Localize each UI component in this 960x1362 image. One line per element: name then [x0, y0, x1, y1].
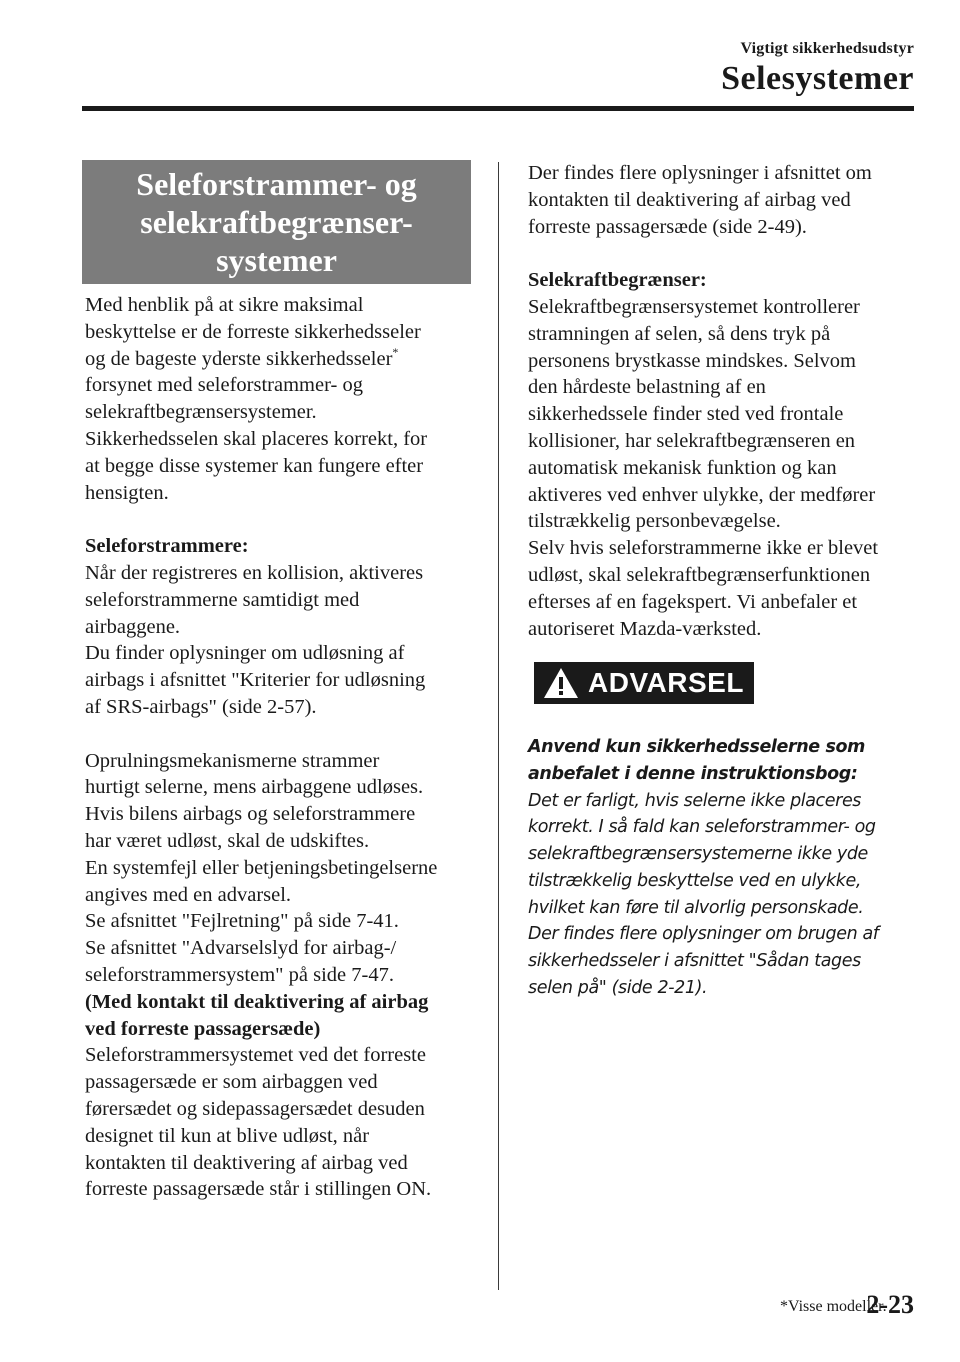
- text-line: kollisioner, har selekraftbegrænseren en: [528, 429, 856, 452]
- text-line: Hvis bilens airbags og seleforstrammere: [85, 803, 416, 826]
- footnote-marker: *: [392, 344, 399, 359]
- subheading-deactivation: ved forreste passagersæde): [85, 1017, 321, 1040]
- text-line: kontakten til deaktivering af airbag ved: [528, 188, 851, 211]
- text-line: forsynet med seleforstrammer- og: [85, 374, 363, 397]
- text-line: autoriseret Mazda-værksted.: [528, 617, 762, 640]
- text-line: seleforstrammerne samtidigt med: [85, 588, 360, 611]
- text-line: Selekraftbegrænsersystemet kontrollerer: [528, 295, 860, 318]
- text-line: hensigten.: [85, 481, 169, 504]
- text-line: hurtigt selerne, mens airbaggene udløses.: [85, 776, 424, 799]
- text-line: Se afsnittet "Fejlretning" på side 7-41.: [85, 910, 399, 933]
- text-line: udløst, skal selekraftbegrænserfunktionen: [528, 563, 871, 586]
- text-line: har været udløst, skal de udskiftes.: [85, 829, 370, 852]
- text-line: beskyttelse er de forreste sikkerhedsseler: [85, 320, 421, 343]
- warning-heading: anbefalet i denne instruktionsbog:: [528, 764, 858, 785]
- text-line: seleforstrammersystem" på side 7-47.: [85, 963, 394, 986]
- section-title-line: selekraftbegrænser-: [140, 204, 413, 240]
- text-line: airbags i afsnittet "Kriterier for udløsning: [85, 669, 426, 692]
- more-info-paragraph: [528, 160, 924, 240]
- text-line: Du finder oplysninger om udløsning af: [85, 642, 405, 665]
- chapter-title: Selesystemer: [721, 60, 914, 97]
- subheading-pretensioners: Seleforstrammere:: [85, 535, 249, 558]
- text-line: angives med en advarsel.: [85, 883, 292, 906]
- text-line: selen på" (side 2-21).: [528, 977, 708, 998]
- section-title-line: systemer: [216, 242, 337, 278]
- limiter-paragraph: [528, 294, 924, 642]
- warning-label: ADVARSEL: [588, 666, 744, 698]
- text-line: personens brystkasse mindskes. Selvom: [528, 349, 856, 372]
- text-line: Med henblik på at sikre maksimal: [85, 294, 364, 316]
- deactivation-paragraph: [85, 1042, 480, 1203]
- warning-heading: Anvend kun sikkerhedsselerne som: [528, 737, 865, 758]
- warning-triangle-icon: [542, 666, 580, 700]
- text-line: Seleforstrammersystemet ved det forreste: [85, 1044, 426, 1067]
- intro-paragraph: [85, 292, 480, 506]
- text-line: automatisk mekanisk funktion og kan: [528, 456, 837, 479]
- text-line: Sikkerhedsselen skal placeres korrekt, for: [85, 427, 428, 450]
- text-line: Oprulningsmekanismerne strammer: [85, 749, 380, 772]
- header-rule: [82, 106, 914, 111]
- text-line: Når der registreres en kollision, aktiveres: [85, 561, 424, 584]
- pretensioner-paragraph: [85, 560, 480, 721]
- right-column: [528, 160, 924, 1001]
- text-line: af SRS-airbags" (side 2-57).: [85, 695, 317, 718]
- text-line: En systemfejl eller betjeningsbetingelserne: [85, 856, 438, 879]
- text-line: forreste passagersæde (side 2-49).: [528, 215, 807, 238]
- warning-badge: [534, 662, 754, 704]
- text-line: Selv hvis seleforstrammerne ikke er blevet: [528, 537, 879, 560]
- text-line: aktiveres ved enhver ulykke, der medfører: [528, 483, 876, 506]
- text-line: Det er farligt, hvis selerne ikke placeres: [528, 790, 862, 811]
- column-divider: [498, 162, 499, 1290]
- text-line: tilstrækkelig beskyttelse ved en ulykke,: [528, 870, 862, 891]
- text-line: airbaggene.: [85, 615, 181, 638]
- text-line: sikkerhedsseler i afsnittet "Sådan tages: [528, 950, 861, 971]
- text-line: førersædet og sidepassagersædet desuden: [85, 1097, 425, 1120]
- subheading-limiter: Selekraftbegrænser:: [528, 269, 707, 292]
- footnote: *Visse modeller.: [780, 1298, 887, 1315]
- text-line: Der findes flere oplysninger om brugen af: [528, 924, 879, 945]
- retractor-paragraph: [85, 748, 480, 989]
- section-title-line: Seleforstrammer- og: [136, 166, 417, 202]
- text-line: Se afsnittet "Advarselslyd for airbag-/: [85, 937, 397, 960]
- text-line: hvilket kan føre til alvorlig personskade.: [528, 897, 864, 918]
- section-name: Vigtigt sikkerhedsudstyr: [740, 40, 914, 57]
- page-number: 2-23: [866, 1290, 914, 1319]
- text-line: designet til kun at blive udløst, når: [85, 1124, 370, 1147]
- section-title-box: [82, 160, 471, 284]
- text-line: forreste passagersæde står i stillingen ON.: [85, 1178, 432, 1201]
- text-line: Der findes flere oplysninger i afsnittet om: [528, 162, 872, 184]
- subheading-deactivation: (Med kontakt til deaktivering af airbag: [85, 990, 429, 1013]
- text-line: kontakten til deaktivering af airbag ved: [85, 1151, 408, 1174]
- text-line: at begge disse systemer kan fungere efter: [85, 454, 424, 477]
- text-line: sikkerhedssele finder sted ved frontale: [528, 403, 844, 426]
- text-line: selekraftbegrænsersystemer.: [85, 401, 317, 424]
- text-line: og de bageste yderste sikkerhedsseler*: [85, 344, 399, 370]
- text-line: den hårdeste belastning af en: [528, 376, 766, 399]
- text-line: stramningen af selen, så dens tryk på: [528, 322, 831, 345]
- text-line: tilstrækkelig personbevægelse.: [528, 510, 781, 533]
- left-column: [85, 292, 480, 1203]
- text-line: passagersæde er som airbaggen ved: [85, 1071, 378, 1094]
- text-line: selekraftbegrænsersystemerne ikke yde: [528, 844, 868, 865]
- text-line: korrekt. I så fald kan seleforstrammer- og: [528, 817, 876, 838]
- warning-text: [528, 734, 924, 1001]
- text-line: efterses af en fagekspert. Vi anbefaler et: [528, 590, 858, 613]
